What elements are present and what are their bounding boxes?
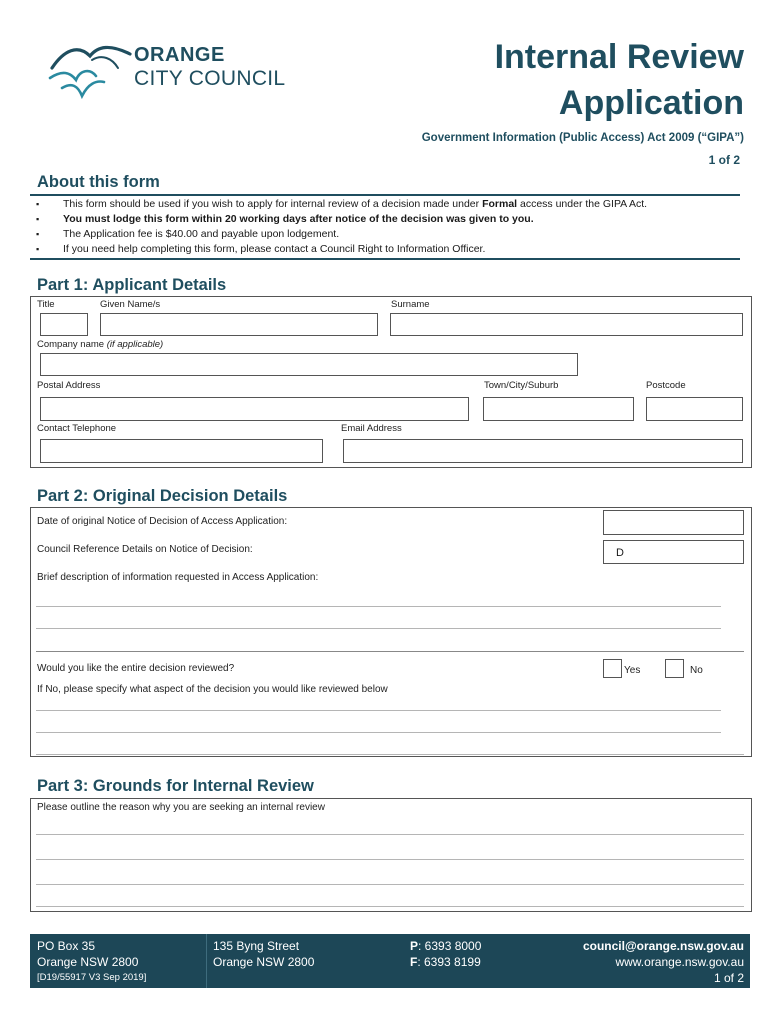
- town-label: Town/City/Suburb: [484, 380, 559, 391]
- part1-heading: Part 1: Applicant Details: [37, 276, 227, 294]
- company-input[interactable]: [40, 353, 578, 376]
- footer-street: 135 Byng Street Orange NSW 2800: [213, 939, 315, 969]
- footer-email-link[interactable]: council@orange.nsw.gov.au: [582, 939, 744, 953]
- postcode-input[interactable]: [646, 397, 743, 421]
- bullet-item: ▪ If you need help completing this form, please contact a Council Right to Information Officer.: [36, 242, 746, 257]
- council-logo: [48, 38, 318, 102]
- grounds-prompt: Please outline the reason why you are seeking an internal review: [37, 802, 325, 813]
- entire-decision-label: Would you like the entire decision reviewed?: [37, 663, 235, 674]
- logo-mark-icon: [48, 38, 134, 102]
- no-label: No: [690, 665, 703, 676]
- decision-date-label: Date of original Notice of Decision of Access Application:: [37, 516, 288, 527]
- email-label: Email Address: [341, 423, 402, 434]
- grounds-line[interactable]: [36, 906, 744, 907]
- bullet-item: ▪ The Application fee is $40.00 and payable upon lodgement.: [36, 227, 746, 242]
- reference-label: Council Reference Details on Notice of Decision:: [37, 544, 253, 555]
- surname-label: Surname: [391, 299, 430, 310]
- footer-divider: [206, 934, 207, 988]
- given-name-input[interactable]: [100, 313, 378, 336]
- postal-address-label: Postal Address: [37, 380, 101, 391]
- postal-address-input[interactable]: [40, 397, 469, 421]
- form-title-line1: Internal Review: [494, 38, 744, 76]
- bullet-item: ▪ This form should be used if you wish to apply for internal review of a decision made under Formal access under the GIPA Act.: [36, 197, 746, 212]
- footer-fax: F: 6393 8199: [410, 955, 481, 969]
- part3-heading: Part 3: Grounds for Internal Review: [37, 777, 314, 795]
- title-input[interactable]: [40, 313, 88, 336]
- page-number: 1 of 2: [708, 153, 740, 167]
- about-heading: About this form: [37, 173, 160, 191]
- given-name-label: Given Name/s: [100, 299, 161, 310]
- telephone-input[interactable]: [40, 439, 323, 463]
- telephone-label: Contact Telephone: [37, 423, 117, 434]
- description-label: Brief description of information requested in Access Application:: [37, 572, 319, 583]
- logo-text-line2: CITY COUNCIL: [134, 67, 286, 90]
- no-checkbox[interactable]: [665, 659, 684, 678]
- yes-label: Yes: [624, 665, 641, 676]
- footer-web-link[interactable]: www.orange.nsw.gov.au: [615, 955, 744, 969]
- about-bottom-divider: [30, 258, 740, 260]
- act-subtitle: Government Information (Public Access) Act 2009 (“GIPA”): [421, 132, 744, 144]
- footer-postal: PO Box 35 Orange NSW 2800 [D19/55917 V3 Sep 2019]: [37, 938, 146, 986]
- footer-page-number: 1 of 2: [713, 971, 744, 985]
- yes-checkbox[interactable]: [603, 659, 622, 678]
- footer-phone: P: 6393 8000: [410, 939, 482, 953]
- grounds-line[interactable]: [36, 834, 744, 835]
- about-divider: [30, 194, 740, 196]
- bullet-item: ▪ You must lodge this form within 20 working days after notice of the decision was given to you.: [36, 212, 746, 227]
- description-line[interactable]: [36, 606, 721, 607]
- town-input[interactable]: [483, 397, 634, 421]
- section-separator: [36, 651, 744, 652]
- footer-bar: [30, 934, 750, 988]
- about-bullet-list: [36, 197, 746, 257]
- postcode-label: Postcode: [646, 380, 686, 391]
- email-input[interactable]: [343, 439, 743, 463]
- decision-date-input[interactable]: [603, 510, 744, 535]
- footer-contact: [583, 938, 744, 986]
- if-no-label: If No, please specify what aspect of the decision you would like reviewed below: [37, 684, 388, 695]
- grounds-frame: [30, 798, 752, 912]
- grounds-line[interactable]: [36, 884, 744, 885]
- title-label: Title: [37, 299, 55, 310]
- grounds-line[interactable]: [36, 859, 744, 860]
- company-label: Company name (if applicable): [37, 339, 164, 350]
- description-line[interactable]: [36, 628, 721, 629]
- aspect-line[interactable]: [36, 732, 721, 733]
- aspect-line[interactable]: [36, 710, 721, 711]
- part2-heading: Part 2: Original Decision Details: [37, 487, 288, 505]
- surname-input[interactable]: [390, 313, 743, 336]
- logo-text-line1: ORANGE: [134, 44, 225, 66]
- form-title-line2: Application: [558, 84, 744, 122]
- document-reference: [D19/55917 V3 Sep 2019]: [37, 972, 147, 983]
- footer-phones: [410, 938, 481, 970]
- aspect-line[interactable]: [36, 754, 744, 755]
- reference-input[interactable]: D: [603, 540, 744, 564]
